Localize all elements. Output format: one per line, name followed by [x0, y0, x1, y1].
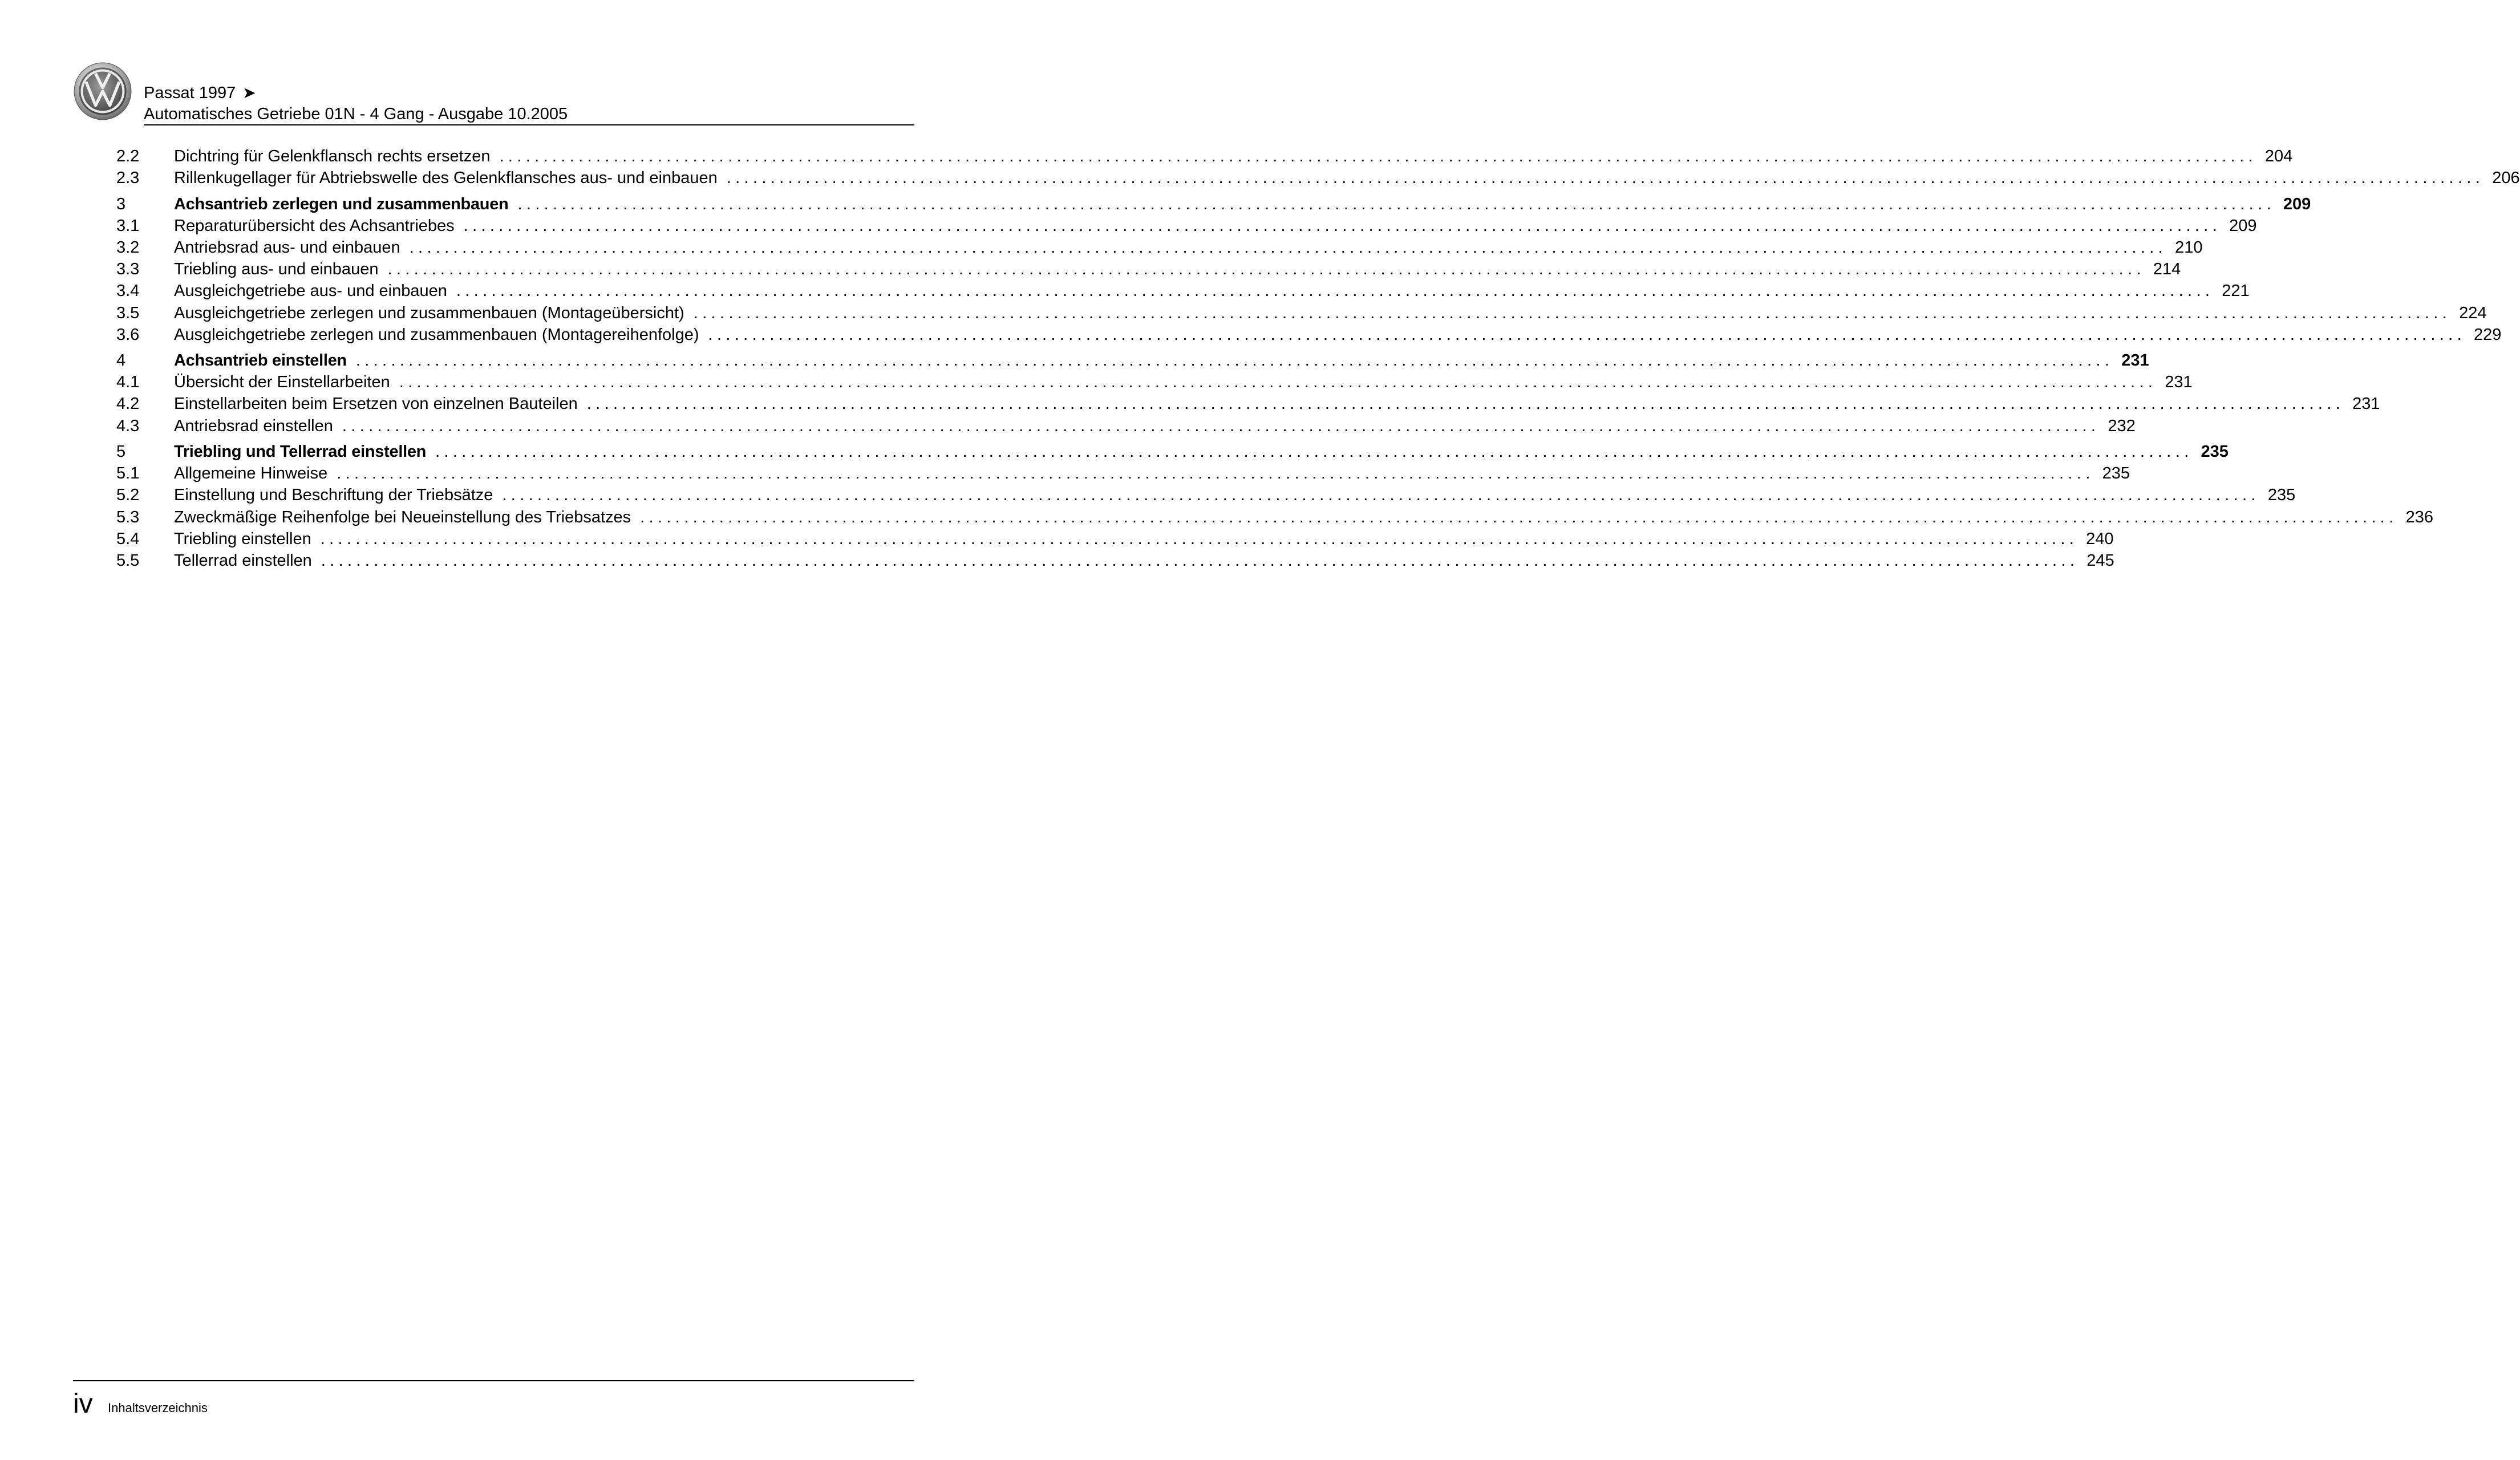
vw-logo-icon [73, 62, 132, 121]
header-model: Passat 1997 [144, 84, 236, 102]
toc-entry-page: 235 [2267, 486, 2296, 505]
toc-entry-number: 3.6 [116, 325, 140, 344]
toc-entry-number: 2.3 [116, 169, 140, 188]
toc-entry[interactable] [116, 550, 2114, 571]
toc-entry-title: Ausgleichgetriebe aus- und einbauen [174, 282, 447, 301]
toc-entry-title: Triebling und Tellerrad einstellen [174, 443, 427, 461]
toc-entry[interactable] [116, 258, 2181, 280]
toc-chapter-entry[interactable] [116, 350, 2149, 371]
toc-entry[interactable] [116, 371, 2193, 393]
toc-entry-title: Einstellarbeiten beim Ersetzen von einzelnen Bauteilen [174, 395, 578, 413]
footer-label: Inhaltsverzeichnis [108, 1401, 208, 1415]
toc-entry-title: Dichtring für Gelenkflansch rechts ersetzen [174, 147, 491, 165]
toc-dot-leader: ........................................................................................................................................................................................................ [517, 194, 2275, 213]
toc-entry-page: 206 [2492, 169, 2520, 188]
toc-entry-number: 3.3 [116, 260, 140, 279]
toc-entry-page: 209 [2229, 216, 2257, 235]
toc-entry-title: Achsantrieb zerlegen und zusammenbauen [174, 194, 509, 213]
toc-entry-page: 209 [2283, 194, 2311, 213]
toc-chapter-entry[interactable] [116, 193, 2311, 215]
toc-entry-title: Zweckmäßige Reihenfolge bei Neueinstellung des Triebsatzes [174, 508, 631, 526]
toc-dot-leader: ........................................................................................................................................................................................................ [399, 373, 2157, 392]
toc-entry[interactable] [116, 167, 2520, 189]
toc-entry[interactable] [116, 415, 2136, 437]
toc-entry[interactable] [116, 528, 2114, 550]
toc-entry-page: 210 [2175, 238, 2203, 257]
toc-entry-number: 5 [116, 443, 126, 461]
toc-dot-leader: ........................................................................................................................................................................................................ [499, 147, 2257, 165]
toc-entry-title: Antriebsrad aus- und einbauen [174, 238, 400, 257]
toc-entry-number: 3.1 [116, 216, 140, 235]
toc-entry-title: Antriebsrad einstellen [174, 416, 333, 435]
toc-entry[interactable] [116, 237, 2203, 258]
toc-entry-number: 5.4 [116, 529, 140, 548]
toc-entry-page: 229 [2473, 325, 2502, 344]
page-header [73, 62, 914, 127]
toc-dot-leader: ........................................................................................................................................................................................................ [342, 416, 2100, 435]
toc-dot-leader: ........................................................................................................................................................................................................ [726, 169, 2485, 188]
toc-entry-title: Reparaturübersicht des Achsantriebes [174, 216, 455, 235]
header-model-line [144, 83, 256, 103]
toc-dot-leader: ........................................................................................................................................................................................................ [321, 551, 2079, 570]
toc-dot-leader: ........................................................................................................................................................................................................ [640, 508, 2398, 526]
toc-entry-number: 5.5 [116, 551, 140, 570]
toc-entry-title: Triebling aus- und einbauen [174, 260, 379, 279]
footer-page-number: iv [73, 1389, 93, 1419]
table-of-contents [116, 145, 2520, 571]
toc-entry-number: 3 [116, 194, 126, 213]
toc-entry-page: 231 [2165, 373, 2193, 392]
toc-entry[interactable] [116, 302, 2487, 324]
toc-entry[interactable] [116, 463, 2130, 484]
toc-entry-page: 240 [2086, 529, 2114, 548]
toc-dot-leader: ........................................................................................................................................................................................................ [435, 443, 2193, 461]
toc-entry-page: 221 [2222, 282, 2250, 301]
toc-dot-leader: ........................................................................................................................................................................................................ [355, 351, 2114, 370]
toc-entry-title: Einstellung und Beschriftung der Triebsätze [174, 486, 493, 505]
toc-dot-leader: ........................................................................................................................................................................................................ [456, 282, 2214, 301]
toc-entry-number: 4.1 [116, 373, 140, 392]
toc-entry[interactable] [116, 506, 2433, 528]
toc-dot-leader: ........................................................................................................................................................................................................ [320, 529, 2079, 548]
toc-dot-leader: ........................................................................................................................................................................................................ [387, 260, 2145, 279]
toc-entry-title: Triebling einstellen [174, 529, 311, 548]
toc-entry[interactable] [116, 484, 2296, 506]
toc-dot-leader: ........................................................................................................................................................................................................ [502, 486, 2260, 505]
toc-dot-leader: ........................................................................................................................................................................................................ [693, 303, 2452, 322]
toc-entry-page: 231 [2352, 395, 2380, 413]
toc-entry-title: Ausgleichgetriebe zerlegen und zusammenbauen (Montageübersicht) [174, 303, 684, 322]
toc-entry-number: 5.2 [116, 486, 140, 505]
toc-entry-title: Ausgleichgetriebe zerlegen und zusammenbauen (Montagereihenfolge) [174, 325, 699, 344]
toc-entry-number: 4 [116, 351, 126, 370]
toc-entry[interactable] [116, 324, 2502, 346]
toc-entry-number: 2.2 [116, 147, 140, 165]
toc-dot-leader: ........................................................................................................................................................................................................ [409, 238, 2167, 257]
toc-entry-page: 214 [2153, 260, 2181, 279]
toc-entry-title: Tellerrad einstellen [174, 551, 312, 570]
toc-entry[interactable] [116, 280, 2250, 302]
arrow-right-icon: ➤ [242, 84, 256, 102]
header-subtitle: Automatisches Getriebe 01N - 4 Gang - Ausgabe 10.2005 [144, 105, 568, 123]
toc-entry-number: 3.4 [116, 282, 140, 301]
footer-divider [73, 1380, 914, 1381]
toc-entry-page: 235 [2102, 464, 2130, 483]
header-divider [144, 124, 914, 125]
toc-entry-number: 5.3 [116, 508, 140, 526]
toc-entry-page: 235 [2201, 443, 2229, 461]
toc-entry-number: 4.2 [116, 395, 140, 413]
toc-entry-page: 236 [2405, 508, 2433, 526]
toc-chapter-entry[interactable] [116, 441, 2229, 463]
toc-entry-title: Rillenkugellager für Abtriebswelle des Gelenkflansches aus- und einbauen [174, 169, 718, 188]
toc-entry-page: 204 [2264, 147, 2293, 165]
toc-entry-page: 232 [2108, 416, 2136, 435]
toc-entry-title: Übersicht der Einstellarbeiten [174, 373, 390, 392]
toc-entry[interactable] [116, 215, 2257, 237]
toc-entry-page: 231 [2121, 351, 2149, 370]
toc-entry[interactable] [116, 393, 2380, 415]
toc-entry-number: 5.1 [116, 464, 140, 483]
toc-entry-title: Allgemeine Hinweise [174, 464, 328, 483]
toc-entry-page: 245 [2087, 551, 2114, 570]
toc-entry-number: 3.5 [116, 303, 140, 322]
toc-entry-number: 4.3 [116, 416, 140, 435]
page-footer [73, 1380, 914, 1426]
toc-entry-title: Achsantrieb einstellen [174, 351, 347, 370]
toc-dot-leader: ........................................................................................................................................................................................................ [586, 395, 2345, 413]
toc-entry-number: 3.2 [116, 238, 140, 257]
toc-dot-leader: ........................................................................................................................................................................................................ [337, 464, 2094, 483]
toc-entry[interactable] [116, 145, 2293, 167]
toc-entry-page: 224 [2459, 303, 2487, 322]
toc-dot-leader: ........................................................................................................................................................................................................ [463, 216, 2222, 235]
toc-dot-leader: ........................................................................................................................................................................................................ [708, 325, 2466, 344]
